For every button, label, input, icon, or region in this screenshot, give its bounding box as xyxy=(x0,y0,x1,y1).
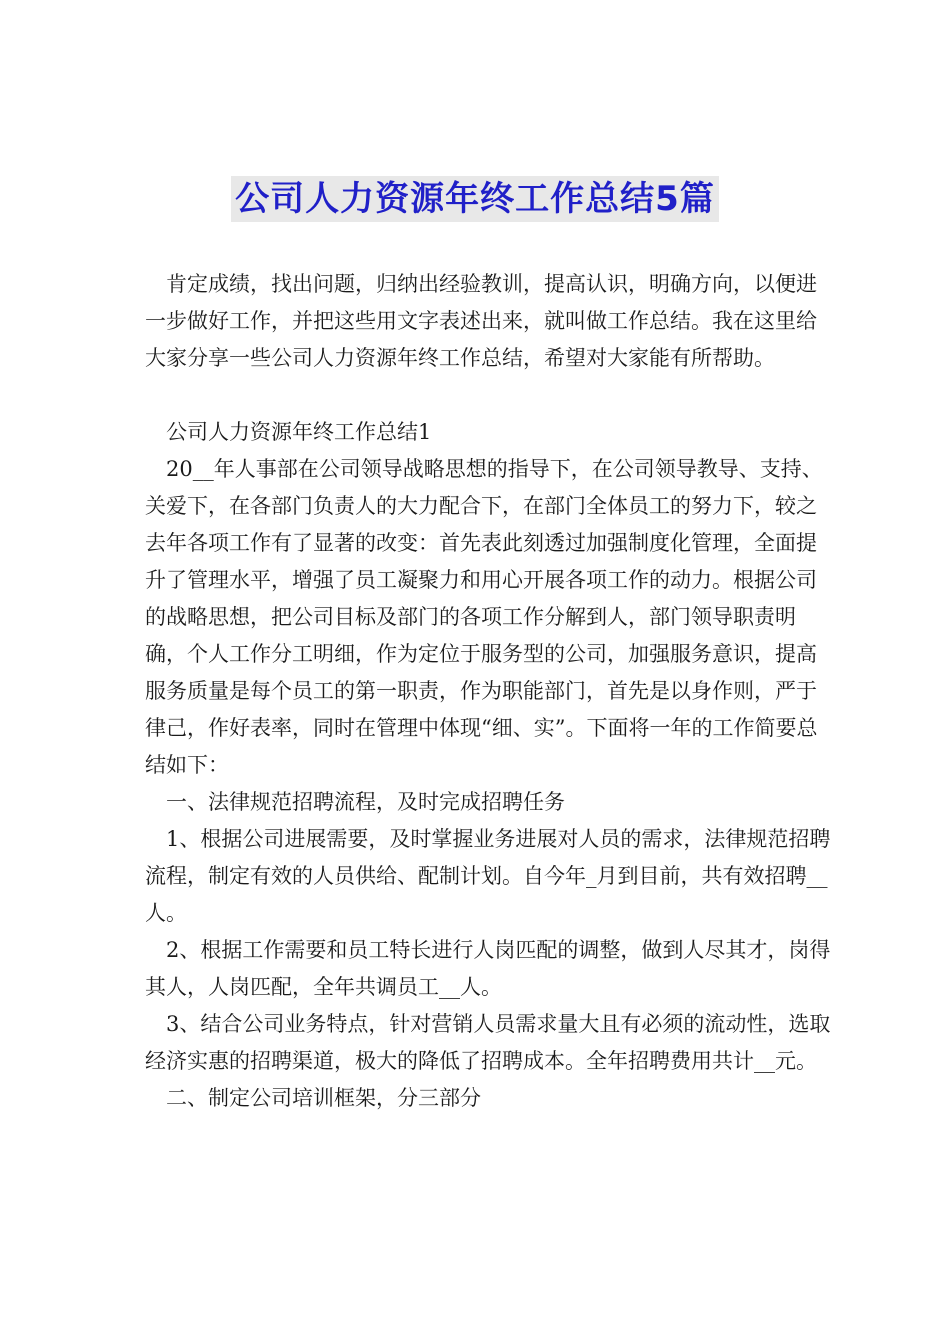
list-item-2: 2、根据工作需要和员工特长进行人岗匹配的调整，做到人尽其才，岗得其人，人岗匹配，全年共调员工__人。 xyxy=(145,938,831,999)
list-item-3: 3、结合公司业务特点，针对营销人员需求量大且有必须的流动性，选取经济实惠的招聘渠道，极大的降低了招聘成本。全年招聘费用共计__元。 xyxy=(145,1012,831,1073)
section-heading-1: 公司人力资源年终工作总结1 xyxy=(166,420,432,444)
intro-paragraph: 肯定成绩，找出问题，归纳出经验教训，提高认识，明确方向，以便进一步做好工作，并把这些用文字表述出来，就叫做工作总结。我在这里给大家分享一些公司人力资源年终工作总结，希望对大家能有所帮助。 xyxy=(145,272,817,370)
title-container xyxy=(0,176,950,222)
subheading-recruitment: 一、法律规范招聘流程，及时完成招聘任务 xyxy=(166,790,565,814)
subheading-training: 二、制定公司培训框架，分三部分 xyxy=(166,1086,481,1110)
document-body xyxy=(145,266,835,1117)
body-paragraph: 20__年人事部在公司领导战略思想的指导下，在公司领导教导、支持、关爱下，在各部门负责人的大力配合下，在部门全体员工的努力下，较之去年各项工作有了显著的改变：首先表此刻透过加强制度化管理，全面提升了管理水平，增强了员工凝聚力和用心开展各项工作的动力。根据公司的战略思想，把公司目标及部门的各项工作分解到人，部门领导职责明确，个人工作分工明细，作为定位于服务型的公司，加强服务意识，提高服务质量是每个员工的第一职责，作为职能部门，首先是以身作则，严于律己，作好表率，同时在管理中体现“细、实”。下面将一年的工作简要总结如下： xyxy=(145,457,823,777)
list-item-1: 1、根据公司进展需要，及时掌握业务进展对人员的需求，法律规范招聘流程，制定有效的人员供给、配制计划。自今年_月到目前，共有效招聘__人。 xyxy=(145,827,831,925)
document-title: 公司人力资源年终工作总结5篇 xyxy=(231,176,719,222)
